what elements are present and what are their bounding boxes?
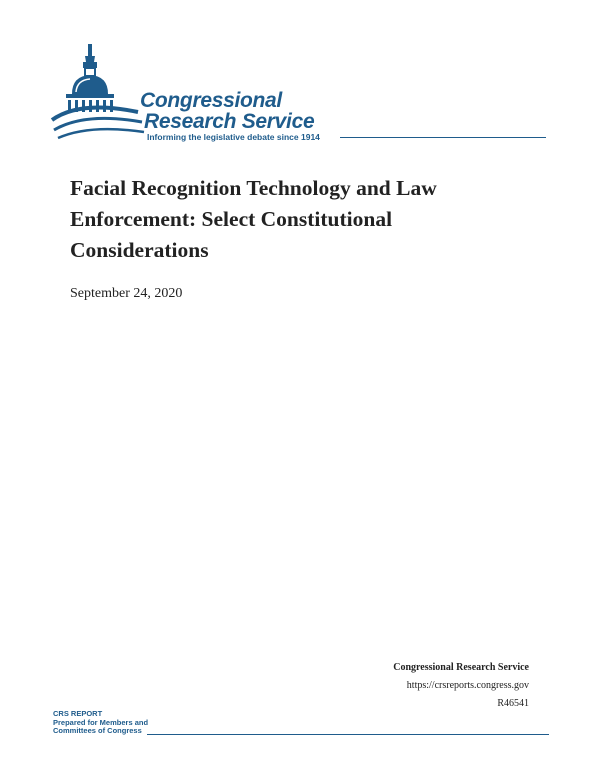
report-title: Facial Recognition Technology and Law Enforcement: Select Constitutional Considerations <box>70 176 437 262</box>
publisher-block <box>393 659 529 713</box>
crs-logo <box>50 42 550 147</box>
logo-divider <box>340 137 546 138</box>
report-number: R46541 <box>497 698 529 709</box>
footer-divider <box>147 734 549 735</box>
footer <box>53 710 549 736</box>
logo-name-line2: Research Service <box>144 110 315 133</box>
publisher-name: Congressional Research Service <box>393 662 529 673</box>
logo-tagline: Informing the legislative debate since 1914 <box>147 132 320 142</box>
footer-label-line3: Committees of Congress <box>53 726 142 735</box>
report-date: September 24, 2020 <box>70 286 183 301</box>
logo-name-line1: Congressional <box>140 89 282 112</box>
footer-label <box>53 710 549 736</box>
capitol-dome-icon <box>50 42 145 142</box>
footer-label-line2: Prepared for Members and <box>53 717 149 727</box>
publisher-url[interactable]: https://crsreports.congress.gov <box>406 680 529 691</box>
logo-wordmark <box>140 90 314 132</box>
footer-label-line1: CRS REPORT <box>53 709 103 718</box>
